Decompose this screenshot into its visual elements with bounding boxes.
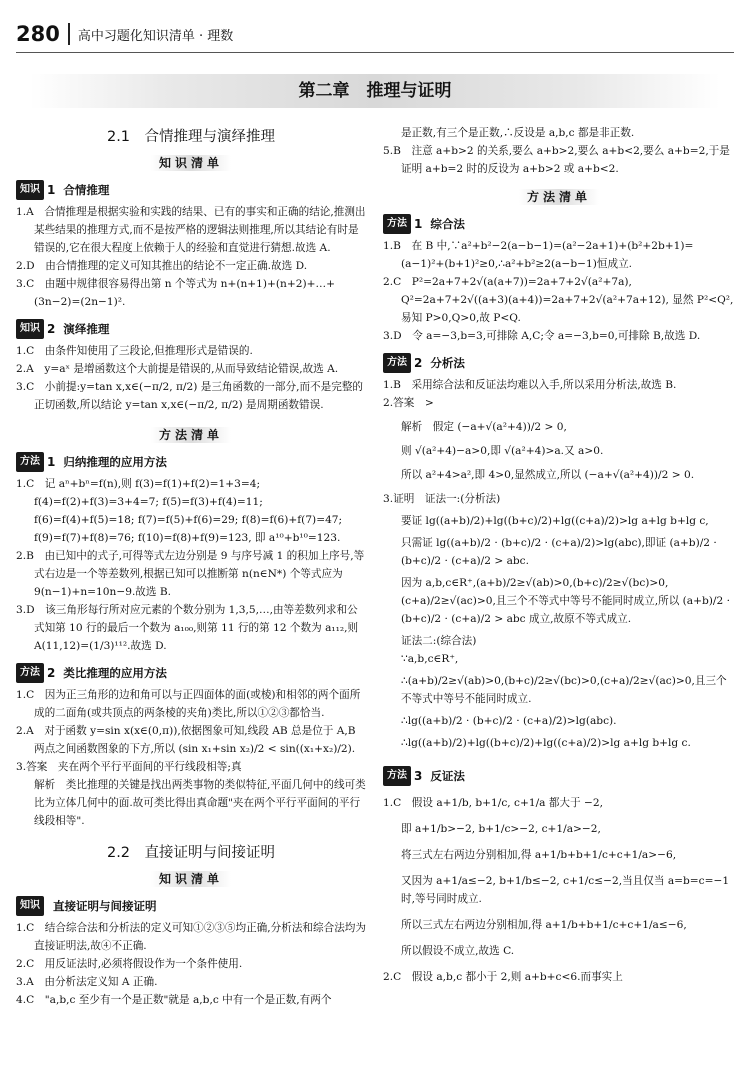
answer-item: 3.D 该三角形每行所对应元素的个数分别为 1,3,5,…,由等差数列求和公式知第 10 行的最后一个数为 a₁₀₀,则第 11 行的第 12 个数为 a₁₁₂,则 A(11,12)=(1/3)¹¹².故选 D. [16,604,359,652]
answer-item: 2.A y=aˣ 是增函数这个大前提是错误的,从而导致结论错误,故选 A. [16,363,339,375]
answer-item: 2.答案 > [383,397,434,409]
method-tag-1 [16,452,366,472]
answer-item: 1.C 记 aⁿ+bⁿ=f(n),则 f(3)=f(1)+f(2)=1+3=4; f(4)=f(2)+f(3)=3+4=7; f(5)=f(3)+f(4)=11; f(6)=f(4)+f(5)=18; f(7)=f(5)+f(6)=29; f(8)=f(6)+f(7)=47; f(9)=f(7)+f(8)=76; f(10)=f(8)+f(9)=123, 即 a¹⁰+b¹⁰=123. [16,478,343,544]
book-title: 高中习题化知识清单 · 理数 [77,28,234,44]
answer-item: 4.C "a,b,c 至少有一个是正数"就是 a,b,c 中有一个是正数,有两个 [16,994,332,1006]
answer-item: 1.C 假设 a+1/b, b+1/c, c+1/a 都大于 −2, [383,797,603,809]
answer-item: 2.D 由合情推理的定义可知其推出的结论不一定正确.故选 D. [16,260,308,272]
answer-item: 2.C P²=2a+7+2√(a(a+7))=2a+7+2√(a²+7a), Q²=2a+7+2√((a+3)(a+4))=2a+7+2√(a²+7a+12), 显然 P²<Q²,易知 P>0,Q>0,故 P<Q. [383,276,734,324]
proof-line: 证法二:(综合法) [401,635,477,647]
banner-method-right: 方法清单 [383,188,735,206]
tag-title: 归纳推理的应用方法 [63,455,167,469]
answer-item: 1.C 因为正三角形的边和角可以与正四面体的面(或棱)和相邻的两个面所成的二面角(或共顶点的两条棱的夹角)类比,所以①②③都恰当. [16,689,361,719]
knowledge-tag-3 [16,896,366,916]
proof-line: 要证 lg((a+b)/2)+lg((b+c)/2)+lg((c+a)/2)>lg a+lg b+lg c, [401,515,709,527]
tag-label: 方法 [383,766,411,786]
proof-line: 所以三式左右两边分别相加,得 a+1/b+b+1/c+c+1/a≤−6, [401,919,687,931]
tag-label: 知识 [16,180,44,200]
tag-title: 综合法 [430,217,465,231]
answer-item: 2.A 对于函数 y=sin x(x∈(0,π)),依据图象可知,线段 AB 总是位于 A,B 两点之间函数图象的下方,所以 (sin x₁+sin x₂)/2 < sin((x₁+x₂)/2). [16,725,356,755]
proof-line: 所以假设不成立,故选 C. [401,945,515,957]
answer-item: 1.C 由条件知使用了三段论,但推理形式是错误的. [16,345,253,357]
answer-item: 1.C 结合综合法和分析法的定义可知①②③⑤均正确,分析法和综合法均为直接证明法,故④不正确. [16,922,366,952]
tag-number: 1 [47,455,56,469]
proof-line: 将三式左右两边分别相加,得 a+1/b+b+1/c+c+1/a>−6, [401,849,677,861]
page-header [16,16,233,52]
tag-label: 方法 [16,452,44,472]
section-title-2-2: 2.2 直接证明与间接证明 [106,845,276,861]
knowledge-tag-1 [16,180,366,200]
tag-label: 知识 [16,319,44,339]
tag-title: 类比推理的应用方法 [63,666,167,680]
proof-line: ∴lg((a+b)/2)+lg((b+c)/2)+lg((c+a)/2)>lg a+lg b+lg c. [401,737,691,749]
tag-title: 合情推理 [63,183,110,197]
answer-item: 3.C 小前提:y=tan x,x∈(−π/2, π/2) 是三角函数的一部分,而不是完整的正切函数,所以结论 y=tan x,x∈(−π/2, π/2) 是周期函数错误. [16,381,364,411]
proof-line: 即 a+1/b>−2, b+1/c>−2, c+1/a>−2, [401,823,601,835]
right-column [383,124,735,986]
proof-line: ∴lg((a+b)/2 · (b+c)/2 · (c+a)/2)>lg(abc). [401,715,617,727]
chapter-title: 第二章 推理与证明 [30,74,720,108]
tag-title: 直接证明与间接证明 [53,899,157,913]
header-divider [68,23,70,45]
section-title-2-1: 2.1 合情推理与演绎推理 [106,129,276,145]
answer-item: 1.B 采用综合法和反证法均难以入手,所以采用分析法,故选 B. [383,379,677,391]
tag-label: 方法 [16,663,44,683]
continued-text: 是正数,有三个是正数,∴反设是 a,b,c 都是非正数. [401,127,635,139]
proof-line: ∴(a+b)/2≥√(ab)>0,(b+c)/2≥√(bc)>0,(c+a)/2≥√(ac)>0,且三个不等式中等号不能同时成立. [401,675,727,705]
tag-number: 2 [414,356,423,370]
answer-item: 1.B 在 B 中,∵a²+b²−2(a−b−1)=(a²−2a+1)+(b²+2b+1)=(a−1)²+(b+1)²≥0,∴a²+b²≥2(a−b−1)恒成立. [383,240,694,270]
tag-number: 2 [47,666,56,680]
tag-number: 2 [47,322,56,336]
method-tag-2 [16,663,366,683]
proof-line: 3.证明 证法一:(分析法) [383,493,501,505]
banner-knowledge: 知识清单 [16,154,366,172]
tag-title: 分析法 [430,356,465,370]
method-tag-r3 [383,766,735,786]
page-number: 280 [16,22,60,46]
banner-knowledge-2: 知识清单 [16,870,366,888]
answer-item: 3.A 由分析法定义知 A 正确. [16,976,158,988]
analysis-text: 解析 类比推理的关键是找出两类事物的类似特征,平面几何中的线可类比为立体几何中的面.故可类比得出真命题"夹在两个平行平面间的平行线段相等". [34,779,366,827]
analysis-line: 解析 假定 (−a+√(a²+4))/2 > 0, [401,421,567,433]
tag-label: 知识 [16,896,44,916]
tag-number: 1 [47,183,56,197]
answer-item: 2.C 假设 a,b,c 都小于 2,则 a+b+c<6.而事实上 [383,971,623,983]
tag-title: 反证法 [430,769,465,783]
left-column [16,118,366,1009]
answer-item: 3.D 令 a=−3,b=3,可排除 A,C;令 a=−3,b=0,可排除 B,故选 D. [383,330,701,342]
proof-line: 又因为 a+1/a≤−2, b+1/b≤−2, c+1/c≤−2,当且仅当 a=b=c=−1 时,等号同时成立. [401,875,730,905]
answer-item: 2.B 由已知中的式子,可得等式左边分别是 9 与序号减 1 的积加上序号,等式右边是一个等差数列,根据已知可以推断第 n(n∈N*) 个等式应为 9(n−1)+n=10n−9.故选 B. [16,550,365,598]
tag-label: 方法 [383,353,411,373]
tag-number: 3 [414,769,423,783]
method-tag-r1 [383,214,735,234]
answer-item: 2.C 用反证法时,必须将假设作为一个条件使用. [16,958,243,970]
answer-item: 3.C 由题中规律很容易得出第 n 个等式为 n+(n+1)+(n+2)+…+(3n−2)=(2n−1)². [16,278,335,308]
analysis-line: 则 √(a²+4)−a>0,即 √(a²+4)>a.又 a>0. [401,445,604,457]
header-rule [16,52,734,53]
knowledge-tag-2 [16,319,366,339]
banner-method: 方法清单 [16,426,366,444]
answer-item: 5.B 注意 a+b>2 的关系,要么 a+b>2,要么 a+b<2,要么 a+b=2,于是证明 a+b=2 时的反设为 a+b>2 或 a+b<2. [383,145,730,175]
proof-line: ∵a,b,c∈R⁺, [401,653,459,665]
answer-item: 3.答案 夹在两个平行平面间的平行线段相等;真 [16,761,242,773]
tag-number: 1 [414,217,423,231]
analysis-line: 所以 a²+4>a²,即 4>0,显然成立,所以 (−a+√(a²+4))/2 > 0. [401,469,695,481]
tag-label: 方法 [383,214,411,234]
method-tag-r2 [383,353,735,373]
answer-item: 1.A 合情推理是根据实验和实践的结果、已有的事实和正确的结论,推测出某些结果的推理方式,而不是按严格的逻辑法则推理,所以其结论有时是错误的,它在很大程度上依赖于人的经验和直觉进行猜想.故选 A. [16,206,366,254]
proof-line: 因为 a,b,c∈R⁺,(a+b)/2≥√(ab)>0,(b+c)/2≥√(bc)>0,(c+a)/2≥√(ac)>0,且三个不等式中等号不能同时成立,所以 (a+b)/2 · (b+c)/2 · (c+a)/2 > abc 成立,故原不等式成立. [401,577,730,625]
proof-line: 只需证 lg((a+b)/2 · (b+c)/2 · (c+a)/2)>lg(abc),即证 (a+b)/2 · (b+c)/2 · (c+a)/2 > abc. [401,537,717,567]
tag-title: 演绎推理 [63,322,110,336]
